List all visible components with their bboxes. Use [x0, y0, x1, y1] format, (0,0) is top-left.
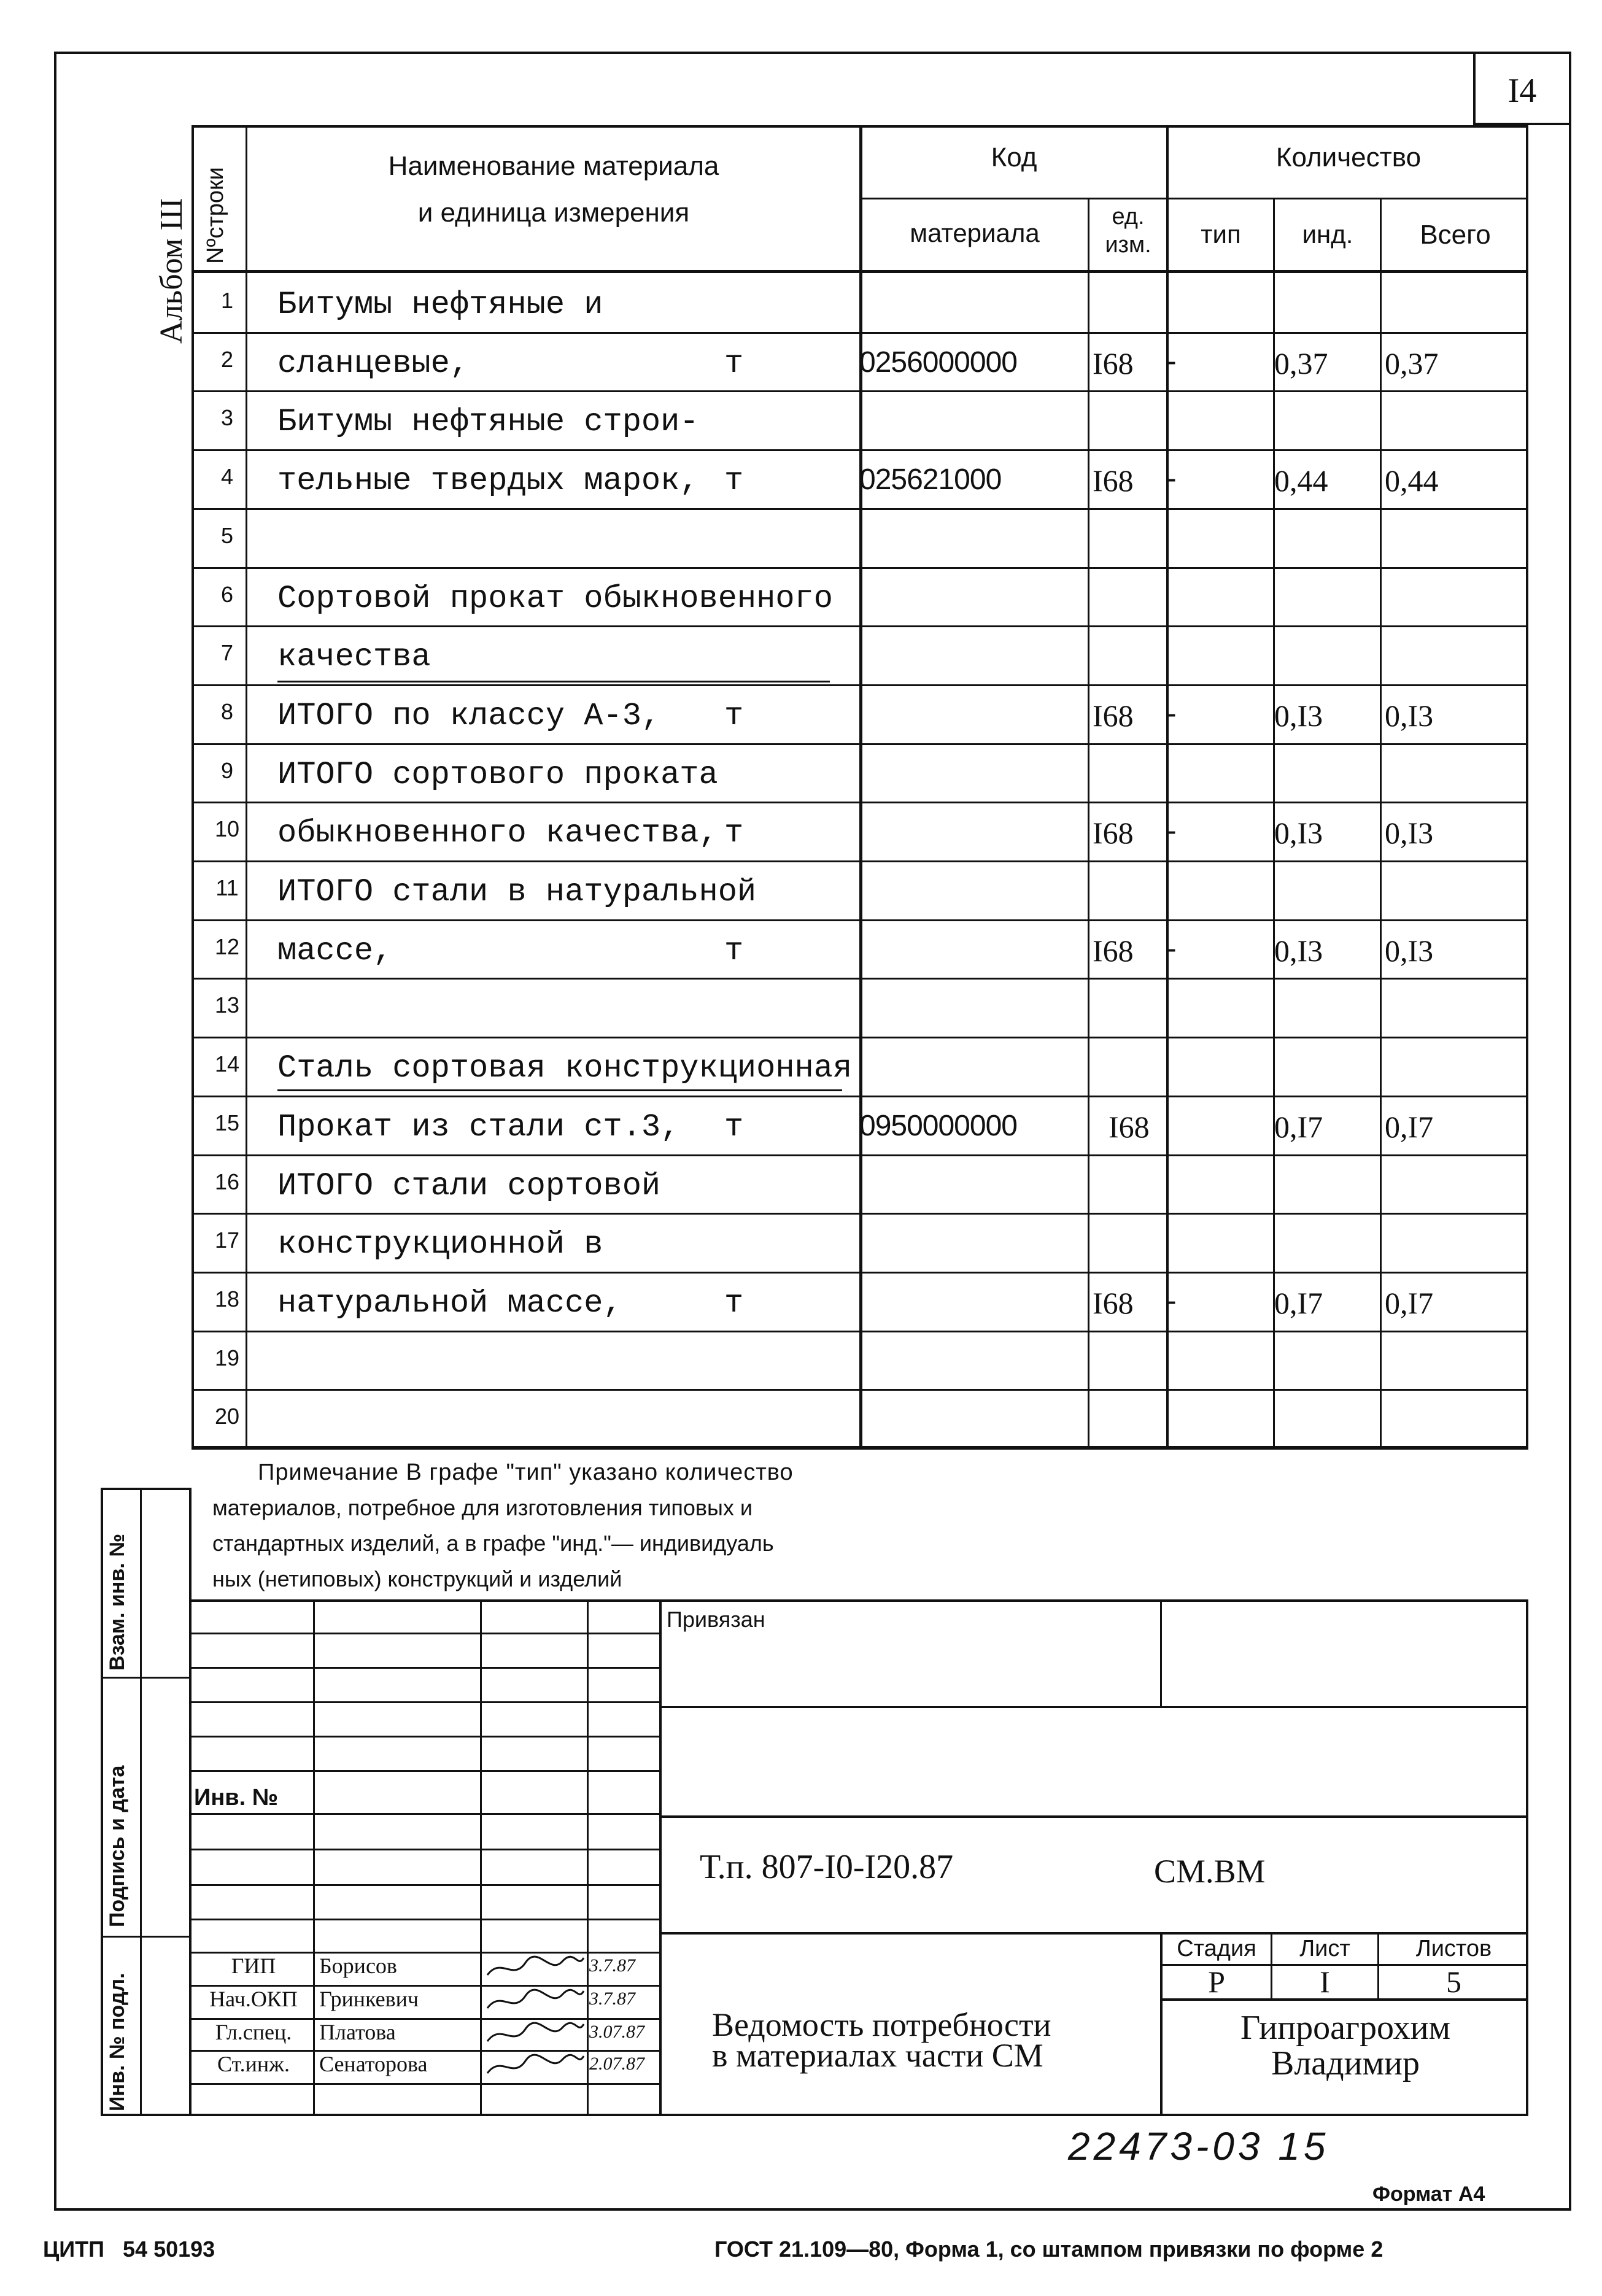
inv-no-label: Инв. № [194, 1785, 279, 1811]
sheet-corner-number: I4 [1507, 72, 1537, 110]
unit-code: I68 [1093, 816, 1134, 850]
qty-type: - [1166, 696, 1177, 730]
qty-type: - [1166, 344, 1177, 378]
row-number: 6 [220, 582, 234, 607]
material-name: Прокат из стали ст.3, [277, 1109, 680, 1145]
qty-total: 0,I3 [1385, 816, 1434, 850]
header-code-unit: ед. изм. [1105, 204, 1151, 258]
handwritten-number: 22473-03 15 [1068, 2124, 1329, 2168]
qty-ind: 0,I3 [1274, 933, 1323, 968]
doc-code: Т.п. 807-I0-I20.87 [700, 1848, 954, 1886]
qty-total: 0,I7 [1385, 1110, 1434, 1144]
stage-label: Стадия [1177, 1936, 1256, 1962]
material-measure: т [724, 1109, 744, 1145]
qty-ind: 0,I7 [1274, 1286, 1323, 1320]
qty-type: - [1166, 1283, 1177, 1318]
material-measure: т [724, 815, 744, 851]
header-qty-type: тип [1201, 220, 1241, 249]
stage-value: Р [1208, 1965, 1225, 1999]
qty-total: 0,44 [1385, 463, 1439, 498]
sheet-label: Лист [1299, 1936, 1350, 1962]
privyazan-label: Привязан [667, 1607, 765, 1632]
qty-ind: 0,I7 [1274, 1110, 1323, 1144]
unit-code: I68 [1093, 346, 1134, 381]
unit-code: I68 [1109, 1110, 1150, 1144]
unit-code: I68 [1093, 933, 1134, 968]
row-number: 12 [214, 934, 240, 959]
row-number: 18 [214, 1286, 240, 1312]
role-name: Гринкевич [319, 1987, 419, 2011]
header-name-line2: и единица измерения [417, 198, 690, 228]
role-title: Ст.инж. [217, 2052, 290, 2076]
material-name: обыкновенного качества, [277, 815, 718, 851]
stamp-title-line2: в материалах части СМ [712, 2037, 1043, 2074]
role-date: 2.07.87 [589, 2054, 644, 2074]
unit-code: I68 [1093, 1286, 1134, 1320]
material-name: тельные твердых марок, [277, 463, 699, 499]
row-number: 15 [214, 1110, 240, 1135]
row-number: 7 [220, 640, 234, 665]
doc-mark: СМ.ВМ [1154, 1853, 1266, 1890]
note-line3: стандартных изделий, а в графе "инд."— индивидуаль [212, 1531, 774, 1556]
row-number: 20 [214, 1404, 240, 1429]
row-number: 4 [220, 464, 234, 489]
note-line4: ных (нетиповых) конструкций и изделий [212, 1566, 622, 1591]
qty-ind: 0,I3 [1274, 698, 1323, 733]
role-title: Гл.спец. [215, 2020, 292, 2044]
footer-left: ЦИТП 54 50193 [43, 2236, 215, 2262]
header-row-no: Nºстроки [203, 167, 228, 264]
row-number: 2 [220, 347, 234, 372]
album-label: Альбом Ш [154, 198, 189, 344]
qty-ind: 0,44 [1274, 463, 1328, 498]
role-title: ГИП [231, 1954, 276, 1978]
format-label: Формат А4 [1372, 2182, 1485, 2206]
material-name: Сталь сортовая конструкционная [277, 1050, 853, 1086]
role-date: 3.7.87 [589, 1955, 635, 1976]
qty-type: - [1166, 931, 1177, 965]
role-name: Сенаторова [319, 2052, 428, 2076]
material-name: массе, [277, 933, 393, 969]
qty-total: 0,I3 [1385, 698, 1434, 733]
signature-mark [482, 1950, 587, 1985]
role-date: 3.07.87 [589, 2022, 644, 2042]
material-name: ИТОГО сортового проката [277, 757, 718, 793]
sheets-value: 5 [1446, 1965, 1461, 1999]
row-number: 1 [220, 288, 234, 313]
row-number: 14 [214, 1051, 240, 1076]
sheets-label: Листов [1415, 1936, 1492, 1962]
material-name: конструкционной в [277, 1226, 603, 1262]
row-number: 16 [214, 1169, 240, 1194]
header-qty-ind: инд. [1302, 220, 1353, 249]
unit-code: I68 [1093, 463, 1134, 498]
footer-right: ГОСТ 21.109—80, Форма 1, со штампом привязки по форме 2 [714, 2236, 1383, 2262]
material-measure: т [724, 463, 744, 499]
unit-code: I68 [1093, 698, 1134, 733]
material-measure: т [724, 933, 744, 969]
org-line1: Гипроагрохим [1240, 2009, 1450, 2047]
material-measure: т [724, 346, 744, 382]
material-measure: т [724, 698, 744, 734]
material-code: 0950000000 [859, 1110, 1017, 1142]
qty-ind: 0,I3 [1274, 816, 1323, 850]
side-label-podpis: Подпись и дата [106, 1765, 129, 1927]
material-code: 0256000000 [859, 346, 1017, 379]
signature-mark [482, 1984, 587, 2018]
row-number: 9 [220, 758, 234, 783]
material-name: Битумы нефтяные строи- [277, 404, 699, 440]
material-name: качества [277, 639, 431, 675]
row-number: 19 [214, 1345, 240, 1370]
side-label-inv-podl: Инв. № подл. [106, 1973, 129, 2111]
row-number: 11 [215, 875, 239, 900]
material-name: ИТОГО по классу А-3, [277, 698, 661, 734]
role-name: Борисов [319, 1954, 397, 1978]
qty-type: - [1166, 813, 1177, 848]
material-name: ИТОГО стали в натуральной [277, 874, 757, 910]
header-code-material: материала [910, 218, 1040, 247]
org-line2: Владимир [1271, 2044, 1420, 2082]
qty-ind: 0,37 [1274, 346, 1328, 381]
row-number: 5 [220, 523, 234, 548]
row-number: 10 [214, 816, 240, 841]
qty-total: 0,I3 [1385, 933, 1434, 968]
role-date: 3.7.87 [589, 1989, 635, 2009]
qty-type: - [1166, 461, 1177, 495]
material-name: сланцевые, [277, 346, 470, 382]
row-number: 8 [220, 699, 234, 724]
row-number: 17 [214, 1227, 240, 1253]
material-measure: т [724, 1285, 744, 1321]
row-number: 3 [220, 405, 234, 430]
header-quantity: Количество [1275, 142, 1422, 172]
qty-total: 0,37 [1385, 346, 1439, 381]
role-name: Платова [319, 2020, 396, 2044]
note-line1: Примечание В графе "тип" указано количество [258, 1459, 794, 1485]
sheet-value: I [1320, 1965, 1330, 1999]
header-name-line1: Наименование материала [388, 151, 719, 181]
header-code: Код [991, 142, 1037, 172]
material-name: Битумы нефтяные и [277, 287, 603, 323]
row-number: 13 [214, 992, 240, 1018]
header-qty-total: Всего [1420, 220, 1491, 250]
material-name: ИТОГО стали сортовой [277, 1168, 661, 1204]
qty-total: 0,I7 [1385, 1286, 1434, 1320]
note-line2: материалов, потребное для изготовления типовых и [212, 1495, 753, 1520]
material-name: Сортовой прокат обыкновенного [277, 581, 833, 617]
role-title: Нач.ОКП [209, 1987, 298, 2011]
material-name: натуральной массе, [277, 1285, 622, 1321]
material-code: 025621000 [859, 463, 1002, 496]
signature-mark [482, 2017, 587, 2051]
signature-mark [482, 2049, 587, 2083]
stamp-title-line1: Ведомость потребности [712, 2006, 1051, 2043]
side-label-vzam: Взам. инв. № [106, 1533, 129, 1671]
